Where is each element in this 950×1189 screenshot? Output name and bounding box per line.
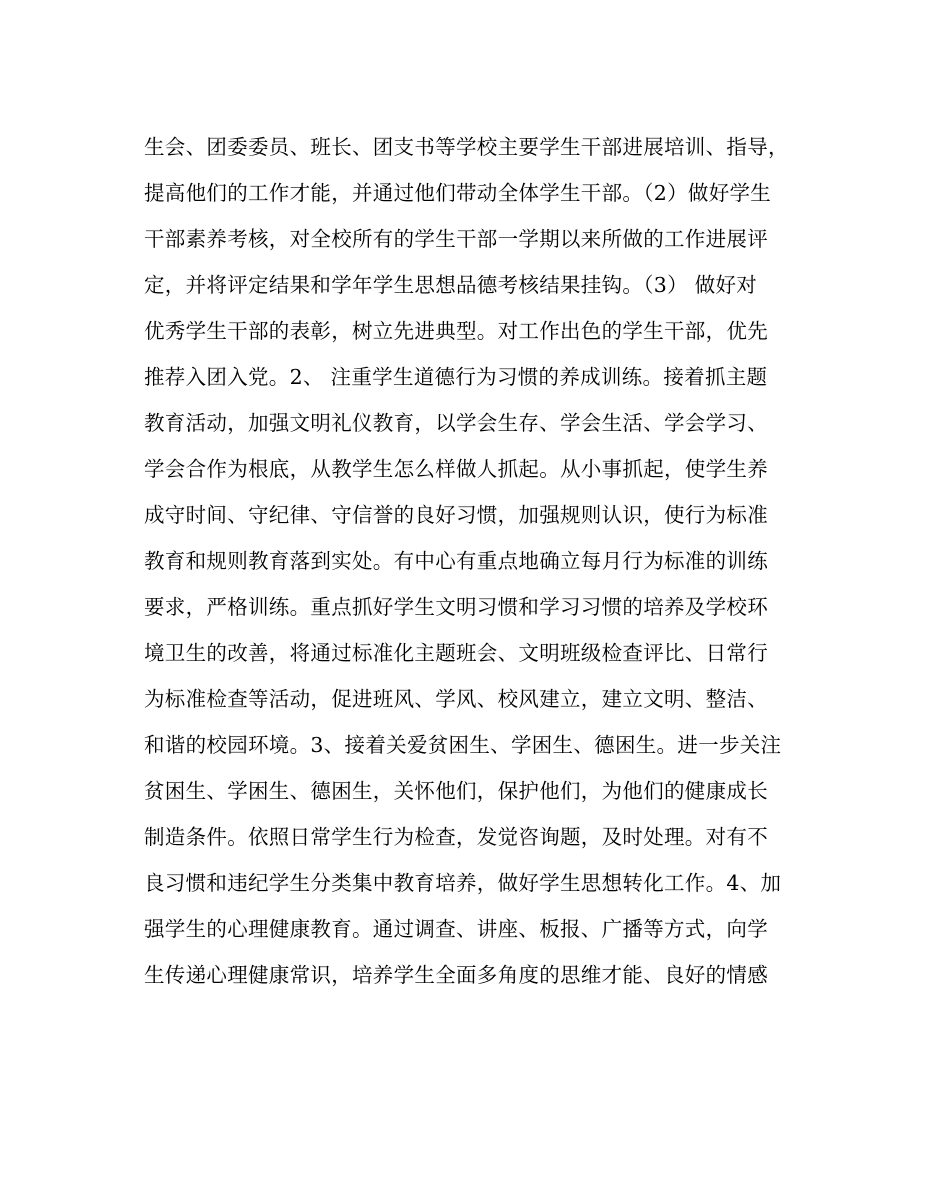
text-line-19: 生传递心理健康常识，培养学生全面多角度的思维才能、良好的情感 — [144, 963, 768, 987]
text-line-14: 和谐的校园环境。3、接着关爱贫困生、学困生、德困生。进一步关注 — [144, 733, 782, 757]
text-line-4: 定，并将评定结果和学年学生思想品德考核结果挂钩。（3） 做好对 — [144, 273, 758, 297]
text-line-1: 生会、团委委员、班长、团支书等学校主要学生干部进展培训、指导， — [144, 135, 789, 159]
body-text — [144, 124, 814, 998]
text-line-10: 教育和规则教育落到实处。有中心有重点地确立每月行为标准的训练 — [144, 549, 768, 573]
text-line-17: 良习惯和违纪学生分类集中教育培养，做好学生思想转化工作。4、加 — [144, 871, 782, 895]
text-line-15: 贫困生、学困生、德困生，关怀他们，保护他们，为他们的健康成长 — [144, 779, 768, 803]
text-line-16: 制造条件。依照日常学生行为检查，发觉咨询题，及时处理。对有不 — [144, 825, 768, 849]
text-line-8: 学会合作为根底，从教学生怎么样做人抓起。从小事抓起，使学生养 — [144, 457, 768, 481]
text-line-5: 优秀学生干部的表彰，树立先进典型。对工作出色的学生干部，优先 — [144, 319, 768, 343]
text-line-3: 干部素养考核，对全校所有的学生干部一学期以来所做的工作进展评 — [144, 227, 768, 251]
text-line-13: 为标准检查等活动，促进班风、学风、校风建立，建立文明、整洁、 — [144, 687, 768, 711]
text-line-9: 成守时间、守纪律、守信誉的良好习惯，加强规则认识，使行为标准 — [144, 503, 768, 527]
text-line-7: 教育活动，加强文明礼仪教育，以学会生存、学会生活、学会学习、 — [144, 411, 768, 435]
text-line-2: 提高他们的工作才能，并通过他们带动全体学生干部。（2）做好学生 — [144, 181, 772, 205]
text-line-12: 境卫生的改善，将通过标准化主题班会、文明班级检查评比、日常行 — [144, 641, 768, 665]
text-line-11: 要求，严格训练。重点抓好学生文明习惯和学习习惯的培养及学校环 — [144, 595, 768, 619]
text-line-6: 推荐入团入党。2、 注重学生道德行为习惯的养成训练。接着抓主题 — [144, 365, 768, 389]
text-line-18: 强学生的心理健康教育。通过调查、讲座、板报、广播等方式，向学 — [144, 917, 768, 941]
